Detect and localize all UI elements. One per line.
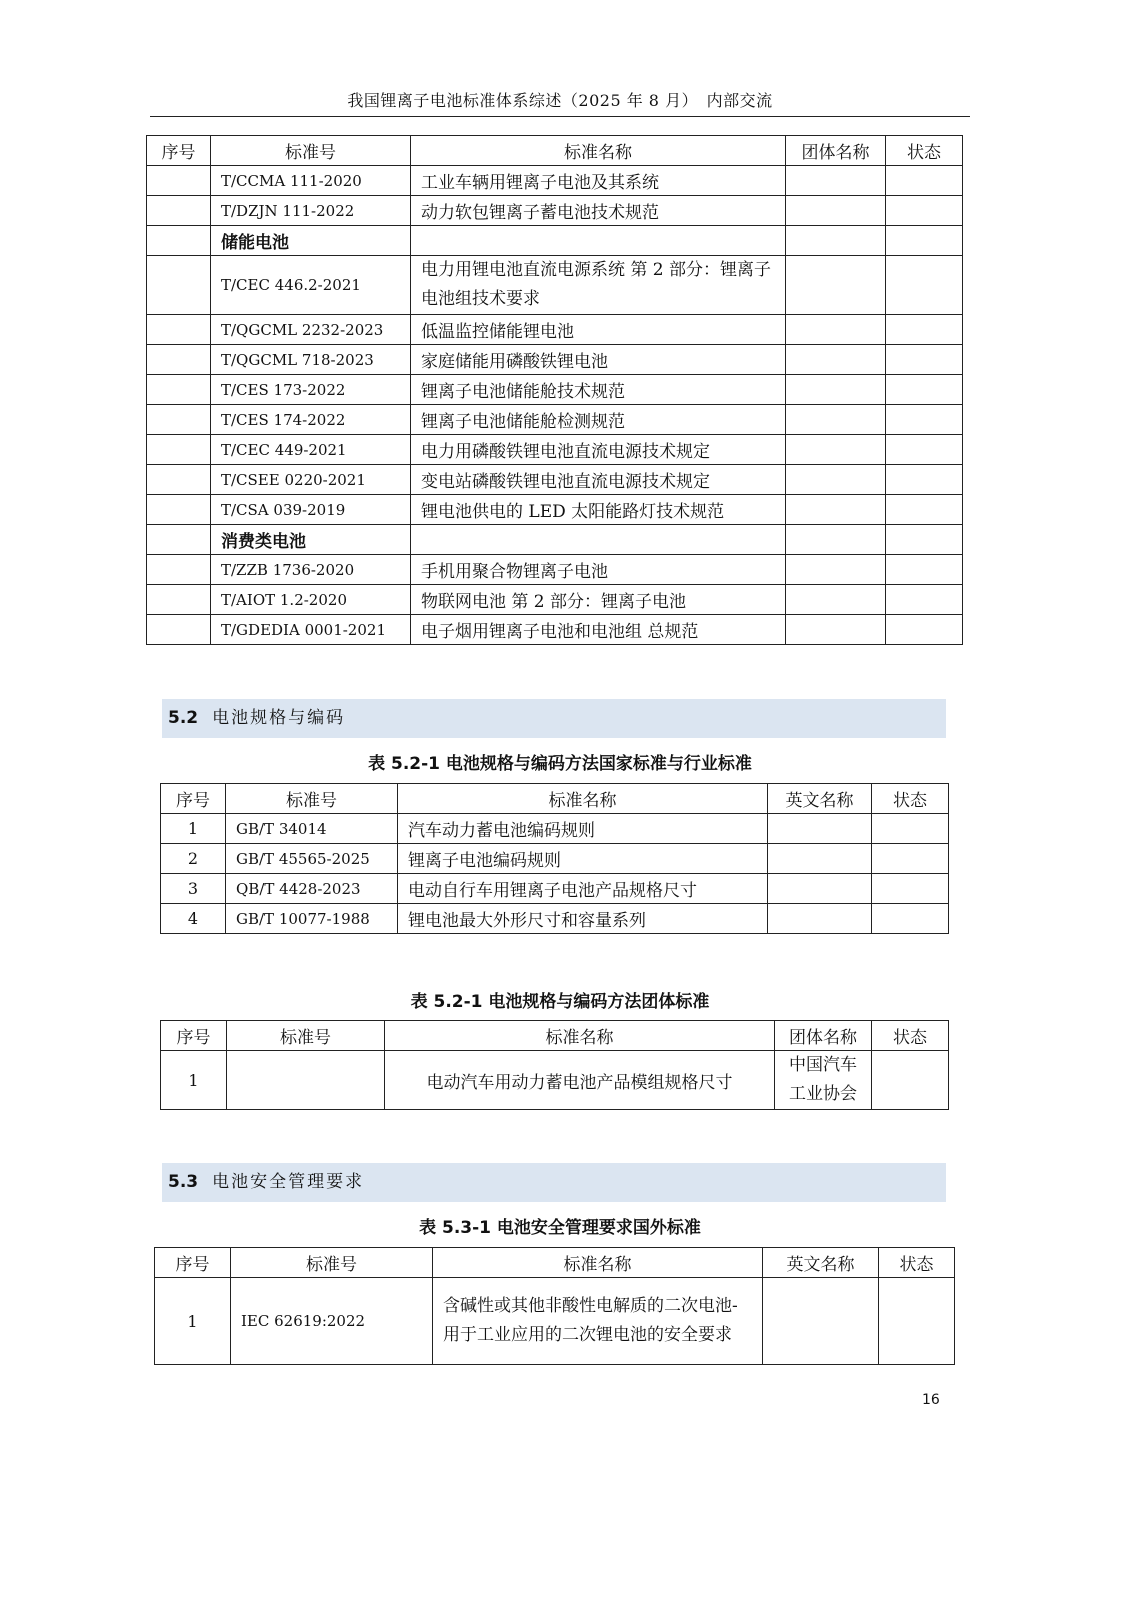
cell-seq [147, 405, 211, 435]
cell-name: 锂离子电池储能舱技术规范 [411, 375, 786, 405]
cell-status [886, 525, 963, 555]
cell-code: T/CSA 039-2019 [211, 495, 411, 525]
cell-name [411, 226, 786, 256]
table-caption: 表 5.2-1 电池规格与编码方法国家标准与行业标准 [368, 754, 752, 774]
table-row [147, 196, 963, 226]
cell-name: 工业车辆用锂离子电池及其系统 [411, 166, 786, 196]
section-title: 电池规格与编码 [212, 708, 346, 728]
cell-code: GB/T 45565-2025 [226, 844, 398, 874]
cell-org [786, 226, 886, 256]
cell-name: 手机用聚合物锂离子电池 [411, 555, 786, 585]
cell-org [786, 435, 886, 465]
category-label-consumer: 消费类电池 [211, 525, 411, 555]
cell-seq [147, 615, 211, 645]
cell-status [872, 874, 949, 904]
cell-seq [147, 465, 211, 495]
cell-status [886, 495, 963, 525]
cell-org [786, 465, 886, 495]
category-row [147, 525, 963, 555]
col-header-code: 标准号 [226, 784, 398, 814]
section-number: 5.2 [168, 708, 199, 728]
running-header: 我国锂离子电池标准体系综述（2025 年 8 月） 内部交流 [347, 91, 773, 110]
table-caption: 表 5.2-1 电池规格与编码方法团体标准 [410, 992, 710, 1012]
table-row [147, 315, 963, 345]
cell-status [886, 615, 963, 645]
cell-code: T/AIOT 1.2-2020 [211, 585, 411, 615]
cell-org [786, 615, 886, 645]
cell-code: T/GDEDIA 0001-2021 [211, 615, 411, 645]
cell-org [786, 525, 886, 555]
table-row [161, 874, 949, 904]
cell-code: T/QGCML 2232-2023 [211, 315, 411, 345]
cell-seq: 1 [161, 814, 226, 844]
cell-name: 汽车动力蓄电池编码规则 [398, 814, 768, 844]
cell-seq [147, 315, 211, 345]
table-header-row [161, 784, 949, 814]
cell-status [886, 256, 963, 315]
cell-name [411, 525, 786, 555]
cell-status [872, 844, 949, 874]
page-number: 16 [922, 1392, 940, 1408]
category-row [147, 226, 963, 256]
cell-name: 电动自行车用锂离子电池产品规格尺寸 [398, 874, 768, 904]
table-row [147, 256, 963, 315]
col-header-name: 标准名称 [433, 1248, 763, 1278]
col-header-status: 状态 [886, 136, 963, 166]
col-header-seq: 序号 [161, 784, 226, 814]
cell-seq [147, 226, 211, 256]
cell-code: T/QGCML 718-2023 [211, 345, 411, 375]
col-header-name: 标准名称 [411, 136, 786, 166]
cell-seq [147, 256, 211, 315]
cell-seq: 1 [155, 1278, 231, 1365]
col-header-english-name: 英文名称 [763, 1248, 879, 1278]
cell-name: 锂离子电池储能舱检测规范 [411, 405, 786, 435]
cell-status [886, 315, 963, 345]
col-header-seq: 序号 [155, 1248, 231, 1278]
cell-seq: 2 [161, 844, 226, 874]
cell-name: 家庭储能用磷酸铁锂电池 [411, 345, 786, 375]
cell-code: T/CES 173-2022 [211, 375, 411, 405]
cell-org: 中国汽车工业协会 [775, 1051, 872, 1110]
table-row [161, 844, 949, 874]
cell-seq [147, 495, 211, 525]
cell-code: T/CSEE 0220-2021 [211, 465, 411, 495]
cell-code: GB/T 34014 [226, 814, 398, 844]
section-number: 5.3 [168, 1172, 199, 1192]
col-header-status: 状态 [879, 1248, 955, 1278]
table-row [147, 585, 963, 615]
cell-org [786, 196, 886, 226]
col-header-status: 状态 [872, 784, 949, 814]
cell-status [886, 405, 963, 435]
table-row [147, 405, 963, 435]
cell-english-name [768, 844, 872, 874]
table-header-row [155, 1248, 955, 1278]
cell-seq [147, 375, 211, 405]
cell-status [872, 814, 949, 844]
cell-status [872, 1051, 949, 1110]
cell-status [886, 555, 963, 585]
cell-org [786, 585, 886, 615]
category-label-energy-storage: 储能电池 [211, 226, 411, 256]
cell-status [886, 585, 963, 615]
cell-name: 锂电池供电的 LED 太阳能路灯技术规范 [411, 495, 786, 525]
col-header-org: 团体名称 [775, 1021, 872, 1051]
cell-status [879, 1278, 955, 1365]
section-heading-5-2 [162, 699, 946, 738]
cell-code: T/ZZB 1736-2020 [211, 555, 411, 585]
cell-org [786, 256, 886, 315]
cell-english-name [768, 814, 872, 844]
cell-name: 低温监控储能锂电池 [411, 315, 786, 345]
cell-seq [147, 166, 211, 196]
cell-status [886, 435, 963, 465]
cell-status [886, 375, 963, 405]
cell-org [786, 315, 886, 345]
group-standards-table [160, 1020, 949, 1110]
cell-org [786, 166, 886, 196]
standards-table-group [146, 135, 963, 645]
col-header-name: 标准名称 [398, 784, 768, 814]
col-header-code: 标准号 [231, 1248, 433, 1278]
foreign-standards-table [154, 1247, 955, 1365]
national-industry-standards-table [160, 783, 949, 934]
cell-status [886, 166, 963, 196]
cell-name: 含碱性或其他非酸性电解质的二次电池-用于工业应用的二次锂电池的安全要求 [433, 1278, 763, 1365]
table-row [161, 904, 949, 934]
cell-code: T/CCMA 111-2020 [211, 166, 411, 196]
table-row [147, 465, 963, 495]
cell-name: 锂电池最大外形尺寸和容量系列 [398, 904, 768, 934]
cell-code: QB/T 4428-2023 [226, 874, 398, 904]
cell-name: 电力用锂电池直流电源系统 第 2 部分：锂离子电池组技术要求 [411, 256, 786, 315]
table-row [147, 345, 963, 375]
cell-org [786, 495, 886, 525]
col-header-seq: 序号 [147, 136, 211, 166]
cell-status [886, 226, 963, 256]
cell-status [886, 345, 963, 375]
cell-name: 物联网电池 第 2 部分：锂离子电池 [411, 585, 786, 615]
cell-status [872, 904, 949, 934]
cell-name: 电子烟用锂离子电池和电池组 总规范 [411, 615, 786, 645]
cell-name: 动力软包锂离子蓄电池技术规范 [411, 196, 786, 226]
cell-code: T/DZJN 111-2022 [211, 196, 411, 226]
table-caption: 表 5.3-1 电池安全管理要求国外标准 [419, 1218, 701, 1238]
cell-name: 电力用磷酸铁锂电池直流电源技术规定 [411, 435, 786, 465]
cell-code: T/CEC 446.2-2021 [211, 256, 411, 315]
cell-seq [147, 345, 211, 375]
section-title: 电池安全管理要求 [212, 1172, 365, 1192]
cell-org [786, 375, 886, 405]
cell-org [786, 405, 886, 435]
table-row [147, 166, 963, 196]
cell-code: T/CEC 449-2021 [211, 435, 411, 465]
col-header-status: 状态 [872, 1021, 949, 1051]
cell-seq [147, 585, 211, 615]
col-header-english-name: 英文名称 [768, 784, 872, 814]
table-row [161, 814, 949, 844]
cell-seq [147, 555, 211, 585]
header-rule [150, 116, 970, 117]
cell-code: GB/T 10077-1988 [226, 904, 398, 934]
cell-english-name [768, 874, 872, 904]
cell-english-name [763, 1278, 879, 1365]
cell-name: 电动汽车用动力蓄电池产品模组规格尺寸 [385, 1051, 775, 1110]
cell-code: IEC 62619:2022 [231, 1278, 433, 1365]
table-row [147, 495, 963, 525]
cell-seq [147, 525, 211, 555]
section-heading-5-3 [162, 1163, 946, 1202]
cell-english-name [768, 904, 872, 934]
cell-org [786, 555, 886, 585]
table-row [147, 555, 963, 585]
cell-code: T/CES 174-2022 [211, 405, 411, 435]
col-header-name: 标准名称 [385, 1021, 775, 1051]
col-header-code: 标准号 [211, 136, 411, 166]
table-row [147, 615, 963, 645]
table-row [161, 1051, 949, 1110]
cell-seq: 1 [161, 1051, 227, 1110]
cell-status [886, 196, 963, 226]
cell-name: 锂离子电池编码规则 [398, 844, 768, 874]
table-header-row [161, 1021, 949, 1051]
cell-name: 变电站磷酸铁锂电池直流电源技术规定 [411, 465, 786, 495]
cell-org [786, 345, 886, 375]
col-header-seq: 序号 [161, 1021, 227, 1051]
col-header-org: 团体名称 [786, 136, 886, 166]
cell-seq [147, 196, 211, 226]
table-row [147, 375, 963, 405]
table-header-row [147, 136, 963, 166]
table-row [147, 435, 963, 465]
cell-status [886, 465, 963, 495]
cell-seq: 3 [161, 874, 226, 904]
col-header-code: 标准号 [227, 1021, 385, 1051]
cell-seq [147, 435, 211, 465]
cell-seq: 4 [161, 904, 226, 934]
table-row [155, 1278, 955, 1365]
cell-code [227, 1051, 385, 1110]
